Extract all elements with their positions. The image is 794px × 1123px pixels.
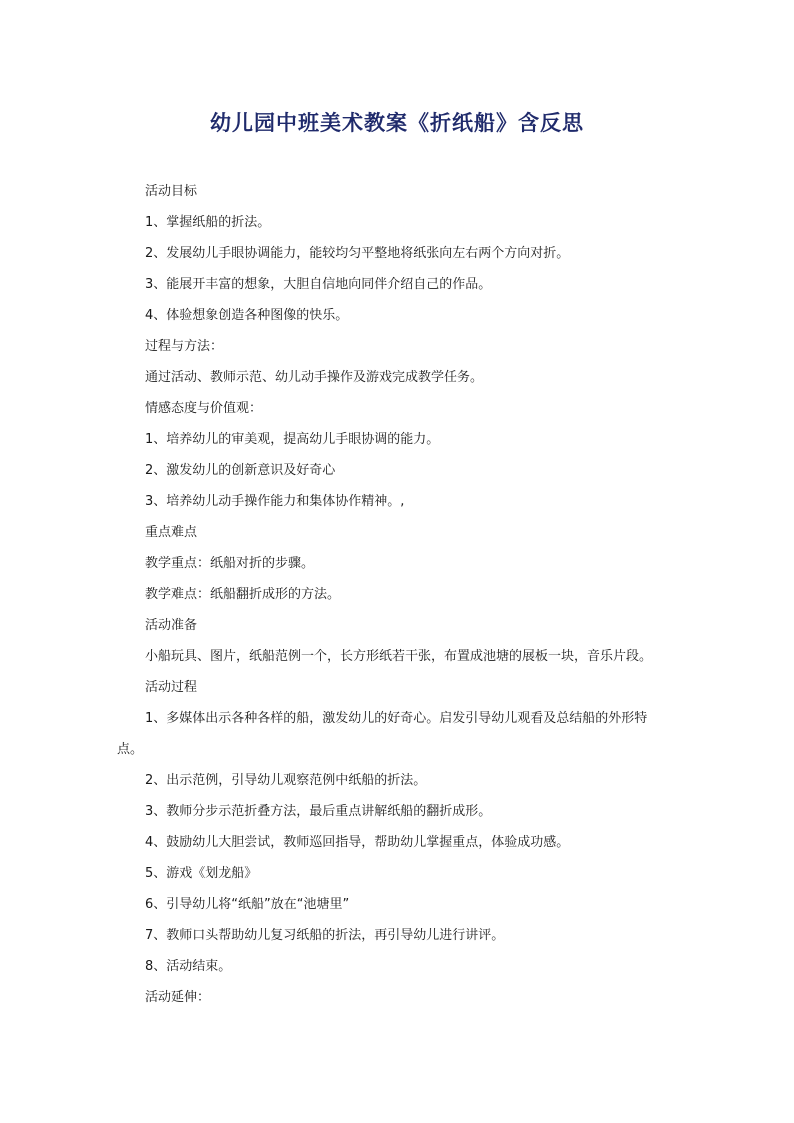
process-step: 5、游戏《划龙船》 <box>145 866 258 881</box>
process-step: 8、活动结束。 <box>145 959 232 974</box>
section-heading-activity-process: 活动过程 <box>145 680 198 695</box>
process-step: 3、教师分步示范折叠方法，最后重点讲解纸船的翻折成形。 <box>145 804 492 819</box>
process-step: 2、出示范例，引导幼儿观察范例中纸船的折法。 <box>145 773 427 788</box>
process-step-wrapped <box>117 703 681 765</box>
objective-item: 4、体验想象创造各种图像的快乐。 <box>145 308 349 323</box>
process-step: 4、鼓励幼儿大胆尝试，教师巡回指导，帮助幼儿掌握重点，体验成功感。 <box>145 835 570 850</box>
process-method-text: 通过活动、教师示范、幼儿动手操作及游戏完成教学任务。 <box>145 370 484 385</box>
section-heading-preparation: 活动准备 <box>145 618 198 633</box>
document-title: 幼儿园中班美术教案《折纸船》含反思 <box>210 110 584 135</box>
document-body <box>117 176 681 1013</box>
preparation-text: 小船玩具、图片，纸船范例一个，长方形纸若干张，布置成池塘的展板一块，音乐片段。 <box>145 649 653 664</box>
section-heading-attitude-values: 情感态度与价值观： <box>145 401 263 416</box>
process-step: 6、引导幼儿将“纸船”放在“池塘里” <box>145 897 350 912</box>
objective-item: 3、能展开丰富的想象，大胆自信地向同伴介绍自己的作品。 <box>145 277 492 292</box>
section-heading-objectives: 活动目标 <box>145 184 198 199</box>
process-step: 7、教师口头帮助幼儿复习纸船的折法，再引导幼儿进行讲评。 <box>145 928 505 943</box>
objective-item: 1、掌握纸船的折法。 <box>145 215 271 230</box>
attitude-item: 3、培养幼儿动手操作能力和集体协作精神。, <box>145 494 405 509</box>
section-heading-process-method: 过程与方法： <box>145 339 224 354</box>
process-step-line: 1、多媒体出示各种各样的船，激发幼儿的好奇心。启发引导幼儿观看及总结船的外形特 <box>145 711 648 726</box>
section-heading-extension: 活动延伸： <box>145 990 211 1005</box>
section-heading-key-points: 重点难点 <box>145 525 198 540</box>
objective-item: 2、发展幼儿手眼协调能力，能较均匀平整地将纸张向左右两个方向对折。 <box>145 246 570 261</box>
difficulty-text: 教学难点：纸船翻折成形的方法。 <box>145 587 341 602</box>
attitude-item: 2、激发幼儿的创新意识及好奇心 <box>145 463 336 478</box>
process-step-continuation: 点。 <box>117 742 144 757</box>
attitude-item: 1、培养幼儿的审美观，提高幼儿手眼协调的能力。 <box>145 432 440 447</box>
key-point-text: 教学重点：纸船对折的步骤。 <box>145 556 315 571</box>
